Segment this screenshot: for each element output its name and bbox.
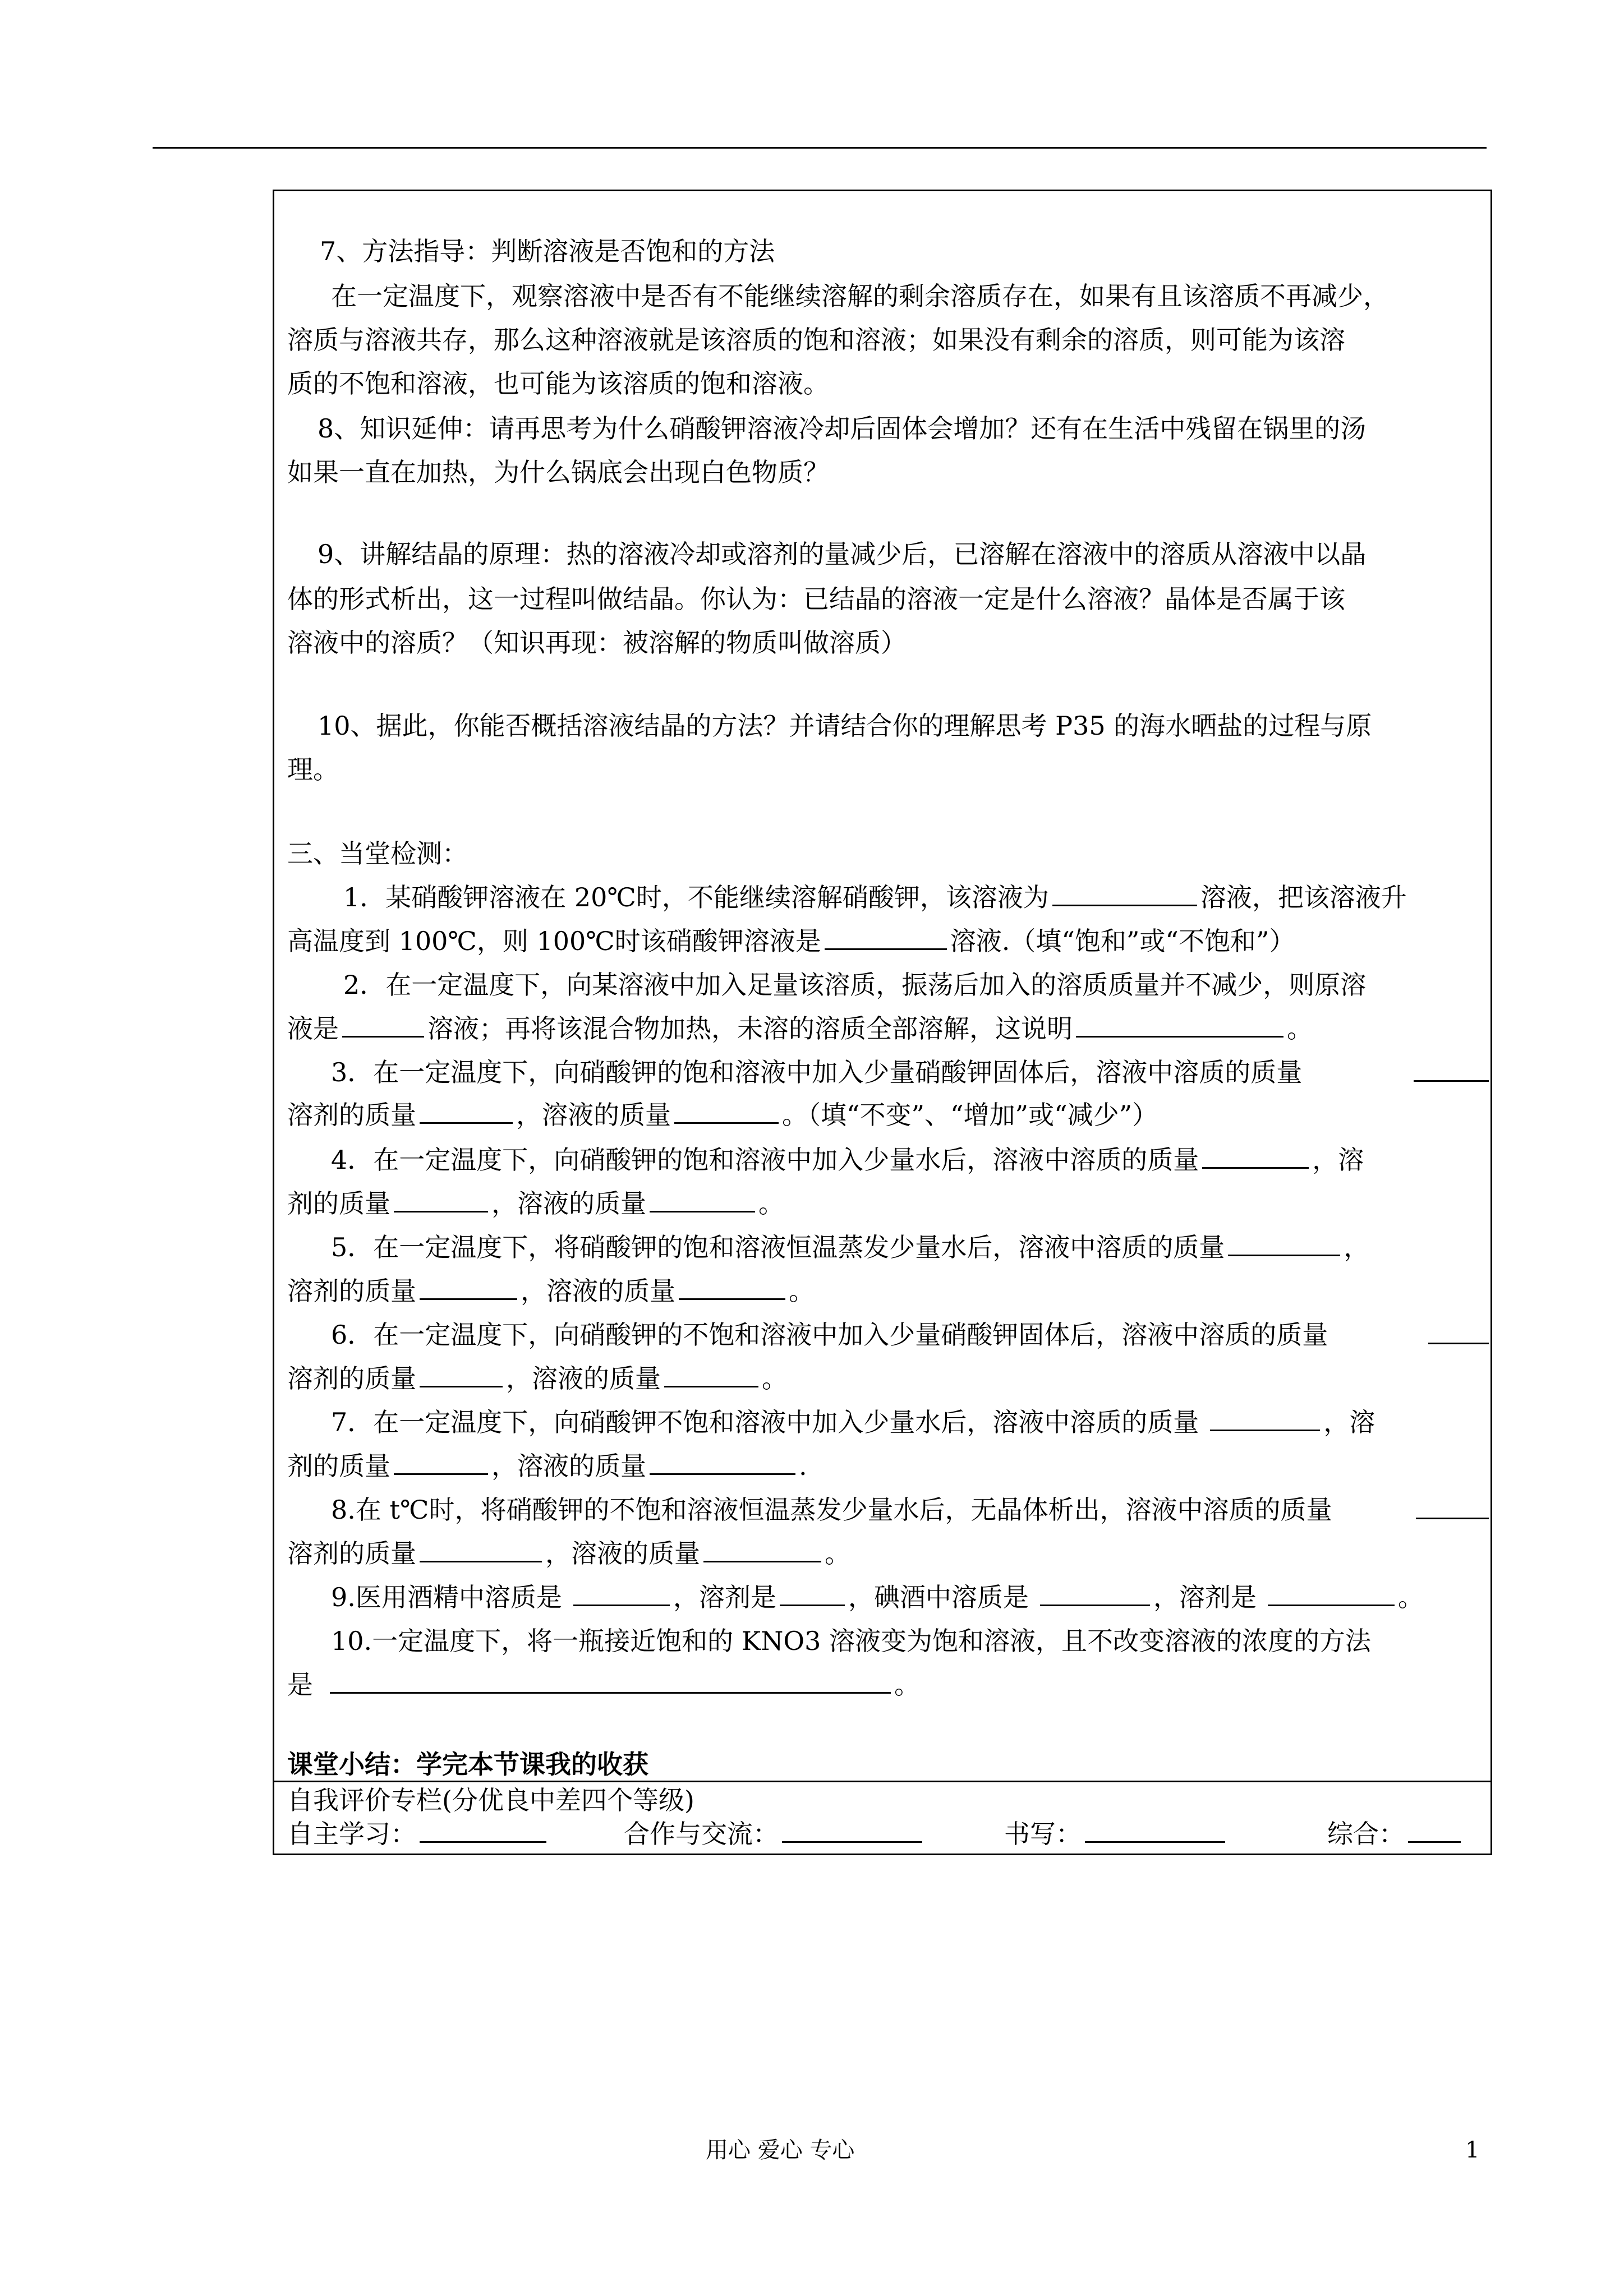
q5-text-a: 5．在一定温度下，将硝酸钾的饱和溶液恒温蒸发少量水后，溶液中溶质的质量: [331, 1232, 1225, 1262]
q9-text-e: 。: [1397, 1582, 1424, 1612]
evaluation-row-coop: [624, 1818, 926, 1850]
q2-blank-2[interactable]: [1076, 1013, 1283, 1038]
eval-overall-blank[interactable]: [1408, 1819, 1461, 1843]
q4-text-b: ，溶: [1312, 1145, 1364, 1175]
q1-line-1: [343, 882, 1407, 913]
q10-blank-1[interactable]: [330, 1670, 891, 1694]
section-9-line-3: 溶液中的溶质？（知识再现：被溶解的物质叫做溶质）: [287, 628, 907, 658]
q7-line-1: [331, 1407, 1375, 1438]
q4-text-c: 剂的质量: [287, 1188, 390, 1219]
q1-text-b: 溶液，把该溶液升: [1200, 882, 1407, 912]
q9-blank-3[interactable]: [1040, 1582, 1150, 1606]
eval-coop-blank[interactable]: [782, 1819, 922, 1843]
q9-text-b: ，溶剂是: [673, 1582, 776, 1612]
q3-blank-3[interactable]: [674, 1100, 779, 1124]
section-8-line-1: 8、知识延伸：请再思考为什么硝酸钾溶液冷却后固体会增加？还有在生活中残留在锅里的汤: [318, 413, 1367, 444]
q7-line-2: [287, 1450, 807, 1482]
q7-text-a: 7．在一定温度下，向硝酸钾不饱和溶液中加入少量水后，溶液中溶质的质量: [331, 1407, 1199, 1437]
section-7-line-2: 溶质与溶液共存，那么这种溶液就是该溶质的饱和溶液；如果没有剩余的溶质，则可能为该溶: [287, 325, 1345, 355]
q7-text-c: 剂的质量: [287, 1451, 390, 1481]
q7-text-e: .: [799, 1451, 807, 1481]
q8-text-c: ，溶液的质量: [545, 1538, 700, 1569]
q6-text-d: 。: [762, 1363, 788, 1394]
q5-blank-2[interactable]: [420, 1276, 517, 1300]
q3-text-c: ，溶液的质量: [516, 1100, 671, 1130]
q2-line-2: [287, 1013, 1313, 1044]
q4-text-d: ，溶液的质量: [491, 1188, 646, 1219]
q2-blank-1[interactable]: [342, 1013, 424, 1038]
q1-text-d: 溶液.（填“饱和”或“不饱和”）: [950, 926, 1295, 956]
q8-blank-1[interactable]: [1416, 1518, 1489, 1519]
q1-blank-2[interactable]: [825, 926, 947, 950]
q6-blank-2[interactable]: [420, 1363, 503, 1387]
q10-line-2: [287, 1669, 920, 1700]
q4-line-2: [287, 1188, 784, 1219]
q4-text-a: 4．在一定温度下，向硝酸钾的饱和溶液中加入少量水后，溶液中溶质的质量: [331, 1145, 1199, 1175]
q8-line-2: [287, 1538, 850, 1569]
q9-line: [331, 1582, 1424, 1613]
q10-line-1: 10.一定温度下，将一瓶接近饱和的 KNO3 溶液变为饱和溶液，且不改变溶液的浓度的方法: [331, 1626, 1371, 1656]
q6-text-c: ，溶液的质量: [506, 1363, 661, 1394]
q5-text-c: 溶剂的质量: [287, 1276, 416, 1306]
header-rule: [153, 147, 1487, 149]
q7-text-d: ，溶液的质量: [491, 1451, 646, 1481]
q5-line-1: [331, 1232, 1369, 1263]
q8-line-1: 8.在 t℃时，将硝酸钾的不饱和溶液恒温蒸发少量水后，无晶体析出，溶液中溶质的质量: [331, 1495, 1332, 1525]
q8-text-b: 溶剂的质量: [287, 1538, 416, 1569]
q4-text-e: 。: [758, 1188, 784, 1219]
q7-blank-3[interactable]: [650, 1451, 795, 1475]
q7-text-b: ，溶: [1323, 1407, 1375, 1437]
q5-text-e: 。: [789, 1276, 815, 1306]
section-10-line-2: 理。: [287, 754, 339, 785]
q3-line-2: [287, 1099, 1158, 1131]
q8-text-d: 。: [825, 1538, 850, 1569]
q4-blank-3[interactable]: [650, 1188, 755, 1212]
q6-blank-3[interactable]: [664, 1363, 758, 1387]
class-summary: 课堂小结：学完本节课我的收获: [287, 1749, 648, 1779]
eval-overall-label: 综合：: [1327, 1819, 1405, 1849]
q7-blank-1[interactable]: [1210, 1407, 1320, 1431]
q10-text-c: 。: [894, 1670, 920, 1700]
eval-self-label: 自主学习：: [287, 1819, 416, 1849]
section-7-line-3: 质的不饱和溶液，也可能为该溶质的饱和溶液。: [287, 368, 829, 399]
q3-text-d: 。（填“不变”、“增加”或“减少”）: [782, 1100, 1158, 1130]
page-number: 1: [1465, 2137, 1480, 2163]
q8-blank-3[interactable]: [703, 1538, 821, 1562]
evaluation-title: 自我评价专栏(分优良中差四个等级): [287, 1785, 694, 1815]
q7-blank-2[interactable]: [394, 1451, 488, 1475]
q9-blank-2[interactable]: [780, 1582, 845, 1606]
q6-line-2: [287, 1363, 788, 1394]
q6-blank-1[interactable]: [1428, 1343, 1489, 1344]
evaluation-row-overall: [1327, 1818, 1464, 1850]
q9-text-d: ，溶剂是: [1153, 1582, 1257, 1612]
q3-blank-2[interactable]: [420, 1100, 513, 1124]
q6-text-b: 溶剂的质量: [287, 1363, 416, 1394]
q5-blank-1[interactable]: [1228, 1232, 1340, 1256]
q8-blank-2[interactable]: [420, 1538, 542, 1562]
evaluation-divider: [273, 1781, 1492, 1782]
q9-blank-1[interactable]: [573, 1582, 670, 1606]
q9-text-c: ，碘酒中溶质是: [848, 1582, 1029, 1612]
q3-line-1: 3．在一定温度下，向硝酸钾的饱和溶液中加入少量硝酸钾固体后，溶液中溶质的质量: [331, 1057, 1303, 1087]
section-9-line-1: 9、讲解结晶的原理：热的溶液冷却或溶剂的量减少后，已溶解在溶液中的溶质从溶液中以晶: [318, 539, 1367, 569]
q9-blank-4[interactable]: [1268, 1582, 1395, 1606]
eval-writing-blank[interactable]: [1085, 1819, 1225, 1843]
q3-blank-1[interactable]: [1414, 1080, 1489, 1082]
q10-text-b: 是: [287, 1670, 313, 1700]
q3-text-b: 溶剂的质量: [287, 1100, 416, 1130]
q1-blank-1[interactable]: [1052, 882, 1197, 906]
q1-line-2: [287, 925, 1295, 957]
q4-blank-1[interactable]: [1202, 1145, 1309, 1169]
section-10-line-1: 10、据此，你能否概括溶液结晶的方法？并请结合你的理解思考 P35 的海水晒盐的过程与原: [318, 711, 1372, 741]
q2-text-d: 。: [1287, 1013, 1313, 1044]
q6-line-1: 6．在一定温度下，向硝酸钾的不饱和溶液中加入少量硝酸钾固体后，溶液中溶质的质量: [331, 1320, 1328, 1350]
q4-blank-2[interactable]: [394, 1188, 488, 1212]
q1-text-a: 1．某硝酸钾溶液在 20℃时，不能继续溶解硝酸钾，该溶液为: [343, 882, 1049, 912]
section-9-line-2: 体的形式析出，这一过程叫做结晶。你认为：已结晶的溶液一定是什么溶液？晶体是否属于该: [287, 584, 1345, 614]
q2-text-c: 溶液；再将该混合物加热，未溶的溶质全部溶解，这说明: [427, 1013, 1073, 1044]
eval-coop-label: 合作与交流：: [624, 1819, 779, 1849]
q5-blank-3[interactable]: [679, 1276, 785, 1300]
q5-text-d: ，溶液的质量: [521, 1276, 675, 1306]
q2-text-b: 液是: [287, 1013, 339, 1044]
q2-line-1: 2．在一定温度下，向某溶液中加入足量该溶质，振荡后加入的溶质质量并不减少，则原溶: [343, 970, 1367, 1000]
eval-self-blank[interactable]: [420, 1819, 546, 1843]
section-8-line-2: 如果一直在加热，为什么锅底会出现白色物质？: [287, 457, 829, 487]
footer-motto: 用心 爱心 专心: [706, 2137, 855, 2163]
test-heading: 三、当堂检测：: [287, 838, 468, 869]
q5-line-2: [287, 1275, 815, 1307]
q4-line-1: [331, 1144, 1364, 1175]
eval-writing-label: 书写：: [1004, 1819, 1082, 1849]
q9-text-a: 9.医用酒精中溶质是: [331, 1582, 562, 1612]
q5-text-b: ，: [1344, 1232, 1370, 1262]
section-7-title: 7、方法指导：判断溶液是否饱和的方法: [320, 236, 775, 266]
section-7-line-1: 在一定温度下，观察溶液中是否有不能继续溶解的剩余溶质存在，如果有且该溶质不再减少，: [331, 281, 1389, 311]
evaluation-row: [287, 1818, 550, 1850]
q1-text-c: 高温度到 100℃，则 100℃时该硝酸钾溶液是: [287, 926, 821, 956]
evaluation-row-writing: [1004, 1818, 1229, 1850]
